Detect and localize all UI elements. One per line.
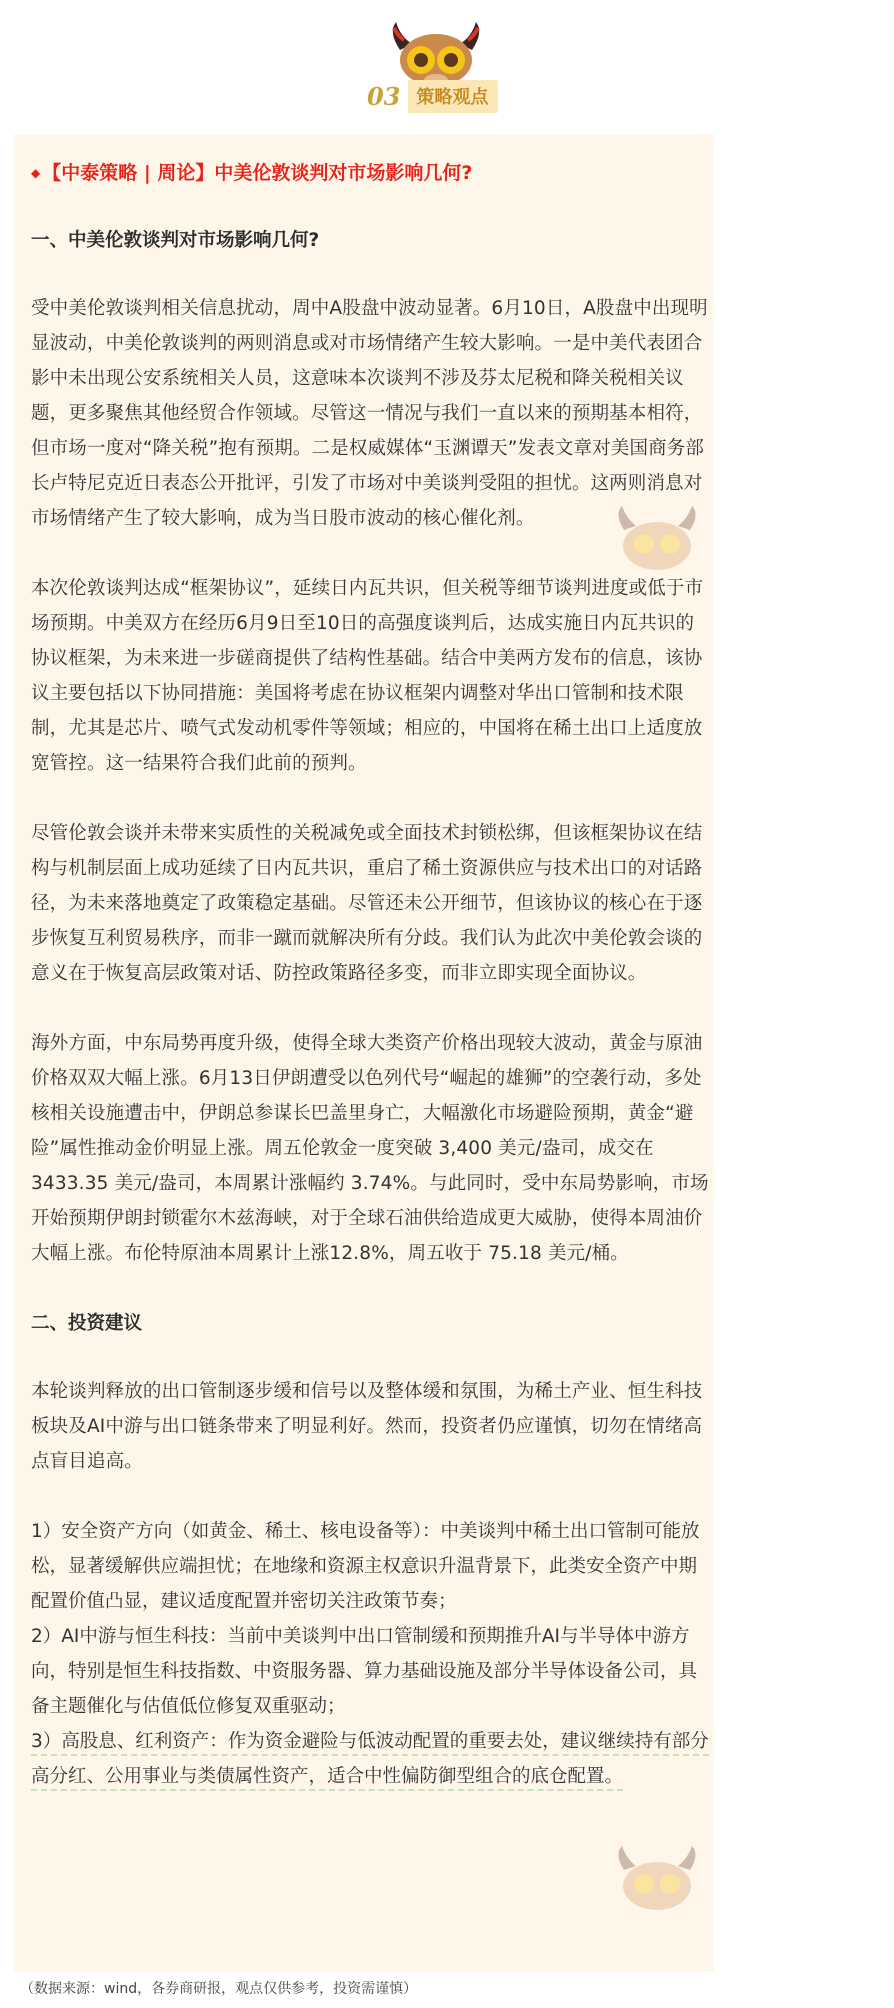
paragraph-4: 海外方面，中东局势再度升级，使得全球大类资产价格出现较大波动，黄金与原油价格双双大幅上涨。6月13日伊朗遭受以色列代号“崛起的雄狮”的空袭行动，多处核相关设施遭击中，伊朗总参谋长巴盖里身亡，大幅激化市场避险预期，黄金“避险”属性推动金价明显上涨。周五伦敦金一度突破 3,400 美元/盎司，成交在 3433.35 美元/盎司，本周累计涨幅约 3.74%。与此同时，受中东局势影响，市场开始预期伊朗封锁霍尔木兹海峡，对于全球石油供给造成更大威胁，使得本周油价大幅上涨。布伦特原油本周累计上涨12.8%，周五收于 75.18 美元/桶。 (31, 1033, 709, 1264)
diamond-bullet-icon: ◆ (31, 166, 41, 180)
section-heading-2: 二、投资建议 (31, 1313, 143, 1334)
section-header (0, 0, 894, 118)
section-label: 策略观点 (408, 80, 498, 113)
recommendation-item-3-text: 3）高股息、红利资产：作为资金避险与低波动配置的重要去处，建议继续持有部分高分红、公用事业与类债属性资产，适合中性偏防御型组合的底仓配置。 (31, 1731, 709, 1791)
article-content (31, 158, 711, 1794)
section-tag (367, 80, 517, 112)
recommendation-item-1: 1）安全资产方向（如黄金、稀土、核电设备等）：中美谈判中稀土出口管制可能放松，显著缓解供应端担忧；在地缘和资源主权意识升温背景下，此类安全资产中期配置价值凸显，建议适度配置并密切关注政策节奏； (31, 1521, 700, 1612)
article-title-text: 【中泰策略 | 周论】中美伦敦谈判对市场影响几何? (42, 162, 473, 184)
data-source-footnote: （数据来源：wind，各券商研报，观点仅供参考，投资需谨慎） (20, 1981, 418, 1997)
section-number: 03 (367, 81, 401, 111)
article-panel (14, 134, 714, 1972)
article-title (31, 158, 711, 188)
mascot-watermark-icon (612, 1844, 702, 1914)
paragraph-2: 本次伦敦谈判达成“框架协议”，延续日内瓦共识，但关税等细节谈判进度或低于市场预期。中美双方在经历6月9日至10日的高强度谈判后，达成实施日内瓦共识的协议框架，为未来进一步磋商提供了结构性基础。结合中美两方发布的信息，该协议主要包括以下协同措施：美国将考虑在协议框架内调整对华出口管制和技术限制，尤其是芯片、喷气式发动机零件等领域；相应的，中国将在稀土出口上适度放宽管控。这一结果符合我们此前的预判。 (31, 578, 704, 774)
section-heading-1: 一、中美伦敦谈判对市场影响几何? (31, 230, 320, 251)
paragraph-5: 本轮谈判释放的出口管制逐步缓和信号以及整体缓和氛围，为稀土产业、恒生科技板块及AI中游与出口链条带来了明显利好。然而，投资者仍应谨慎，切勿在情绪高点盲目追高。 (31, 1381, 703, 1472)
recommendation-item-3 (31, 1724, 711, 1794)
recommendation-item-2: 2）AI中游与恒生科技：当前中美谈判中出口管制缓和预期推升AI与半导体中游方向，特别是恒生科技指数、中资服务器、算力基础设施及部分半导体设备公司，具备主题催化与估值低位修复双重驱动； (31, 1626, 698, 1717)
paragraph-1: 受中美伦敦谈判相关信息扰动，周中A股盘中波动显著。6月10日，A股盘中出现明显波动，中美伦敦谈判的两则消息或对市场情绪产生较大影响。一是中美代表团合影中未出现公安系统相关人员，这意味本次谈判不涉及芬太尼税和降关税相关议题，更多聚焦其他经贸合作领域。尽管这一情况与我们一直以来的预期基本相符，但市场一度对“降关税”抱有预期。二是权威媒体“玉渊谭天”发表文章对美国商务部长卢特尼克近日表态公开批评，引发了市场对中美谈判受阻的担忧。这两则消息对市场情绪产生了较大影响，成为当日股市波动的核心催化剂。 (31, 298, 708, 529)
paragraph-3: 尽管伦敦会谈并未带来实质性的关税减免或全面技术封锁松绑，但该框架协议在结构与机制层面上成功延续了日内瓦共识，重启了稀土资源供应与技术出口的对话路径，为未来落地奠定了政策稳定基础。尽管还未公开细节，但该协议的核心在于逐步恢复互利贸易秩序，而非一蹴而就解决所有分歧。我们认为此次中美伦敦会谈的意义在于恢复高层政策对话、防控政策路径多变，而非立即实现全面协议。 (31, 823, 703, 984)
